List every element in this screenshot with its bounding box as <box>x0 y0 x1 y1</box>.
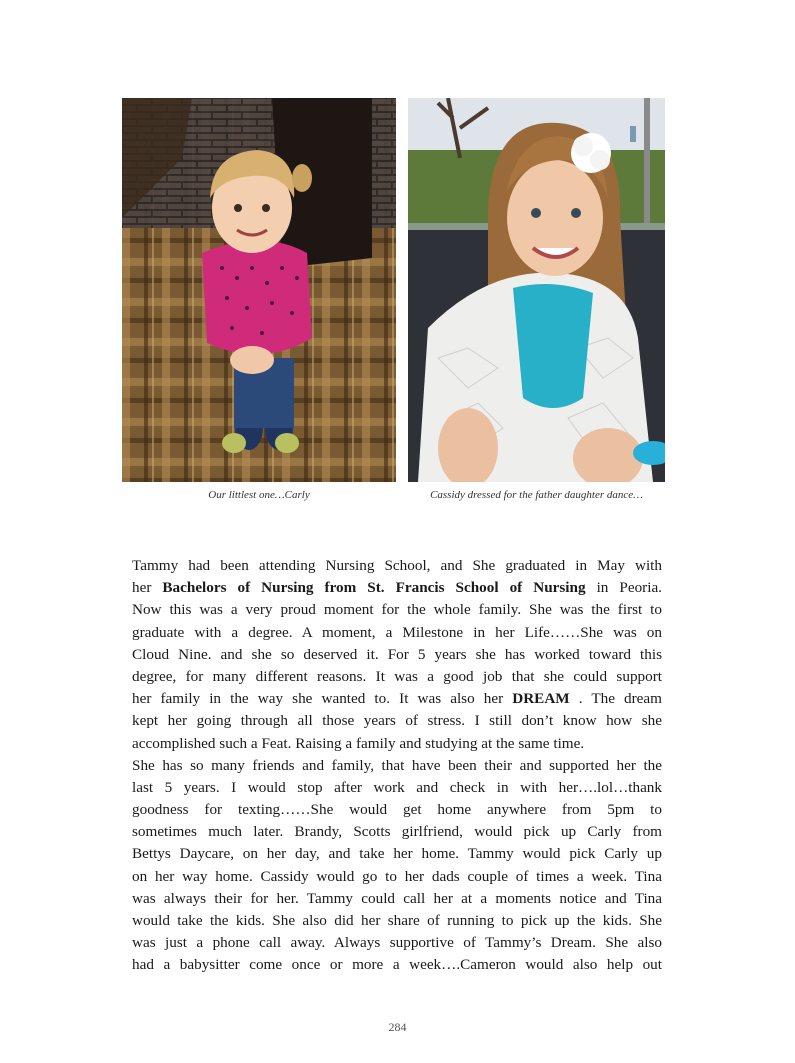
photo-cassidy <box>408 98 665 482</box>
bold-text: DREAM <box>512 690 570 708</box>
text-line: Now this was a very proud moment for the whole family. She was the first to <box>132 601 662 619</box>
photo-carly-image <box>122 98 396 482</box>
text-line: sometimes much later. Brandy, Scotts girlfriend, would pick up Carly from <box>132 823 662 841</box>
text-line: last 5 years. I would stop after work and check in with her….lol…thank <box>132 778 662 796</box>
photo-caption-carly: Our littlest one…Carly <box>208 489 310 501</box>
photo-carly <box>122 98 396 482</box>
text-line: graduate with a degree. A moment, a Milestone in her Life……She was on <box>132 623 662 641</box>
text-line: her family in the way she wanted to. It was also her DREAM . The dream <box>132 690 662 708</box>
text-line: degree, for many different reasons. It was a good job that she could support <box>132 667 662 685</box>
bold-text: Bachelors of Nursing from St. Francis School of Nursing <box>162 579 586 597</box>
text-line: had a babysitter come once or more a week….Cameron would also help out <box>132 956 662 974</box>
text-line: Bettys Daycare, on her day, and take her home. Tammy would pick Carly up <box>132 845 662 863</box>
text-line: her Bachelors of Nursing from St. Francis School of Nursing in Peoria. <box>132 579 662 597</box>
text-line: Tammy had been attending Nursing School, and She graduated in May with <box>132 557 662 574</box>
text-line: accomplished such a Feat. Raising a family and studying at the same time. <box>132 734 585 752</box>
page-number: 284 <box>388 1020 407 1034</box>
text-line: on her way home. Cassidy would go to her dads couple of times a week. Tina <box>132 867 662 885</box>
text-line: Cloud Nine. and she so deserved it. For 5 years she has worked toward this <box>132 645 662 663</box>
photo-caption-cassidy: Cassidy dressed for the father daughter dance… <box>430 489 643 501</box>
text-line: was just a phone call away. Always supportive of Tammy’s Dream. She also <box>132 934 662 952</box>
text-line: would take the kids. She also did her share of running to pick up the kids. She <box>132 912 662 929</box>
body-paragraph <box>132 555 662 977</box>
text-line: kept her going through all those years of stress. I still don’t know how she <box>132 712 662 730</box>
text-line: She has so many friends and family, that have been their and supported her the <box>132 756 662 774</box>
photo-cassidy-image <box>408 98 665 482</box>
text-line: goodness for texting……She would get home anywhere from 5pm to <box>132 801 662 819</box>
text-line: was always their for her. Tammy could call her at a moments notice and Tina <box>132 889 662 907</box>
